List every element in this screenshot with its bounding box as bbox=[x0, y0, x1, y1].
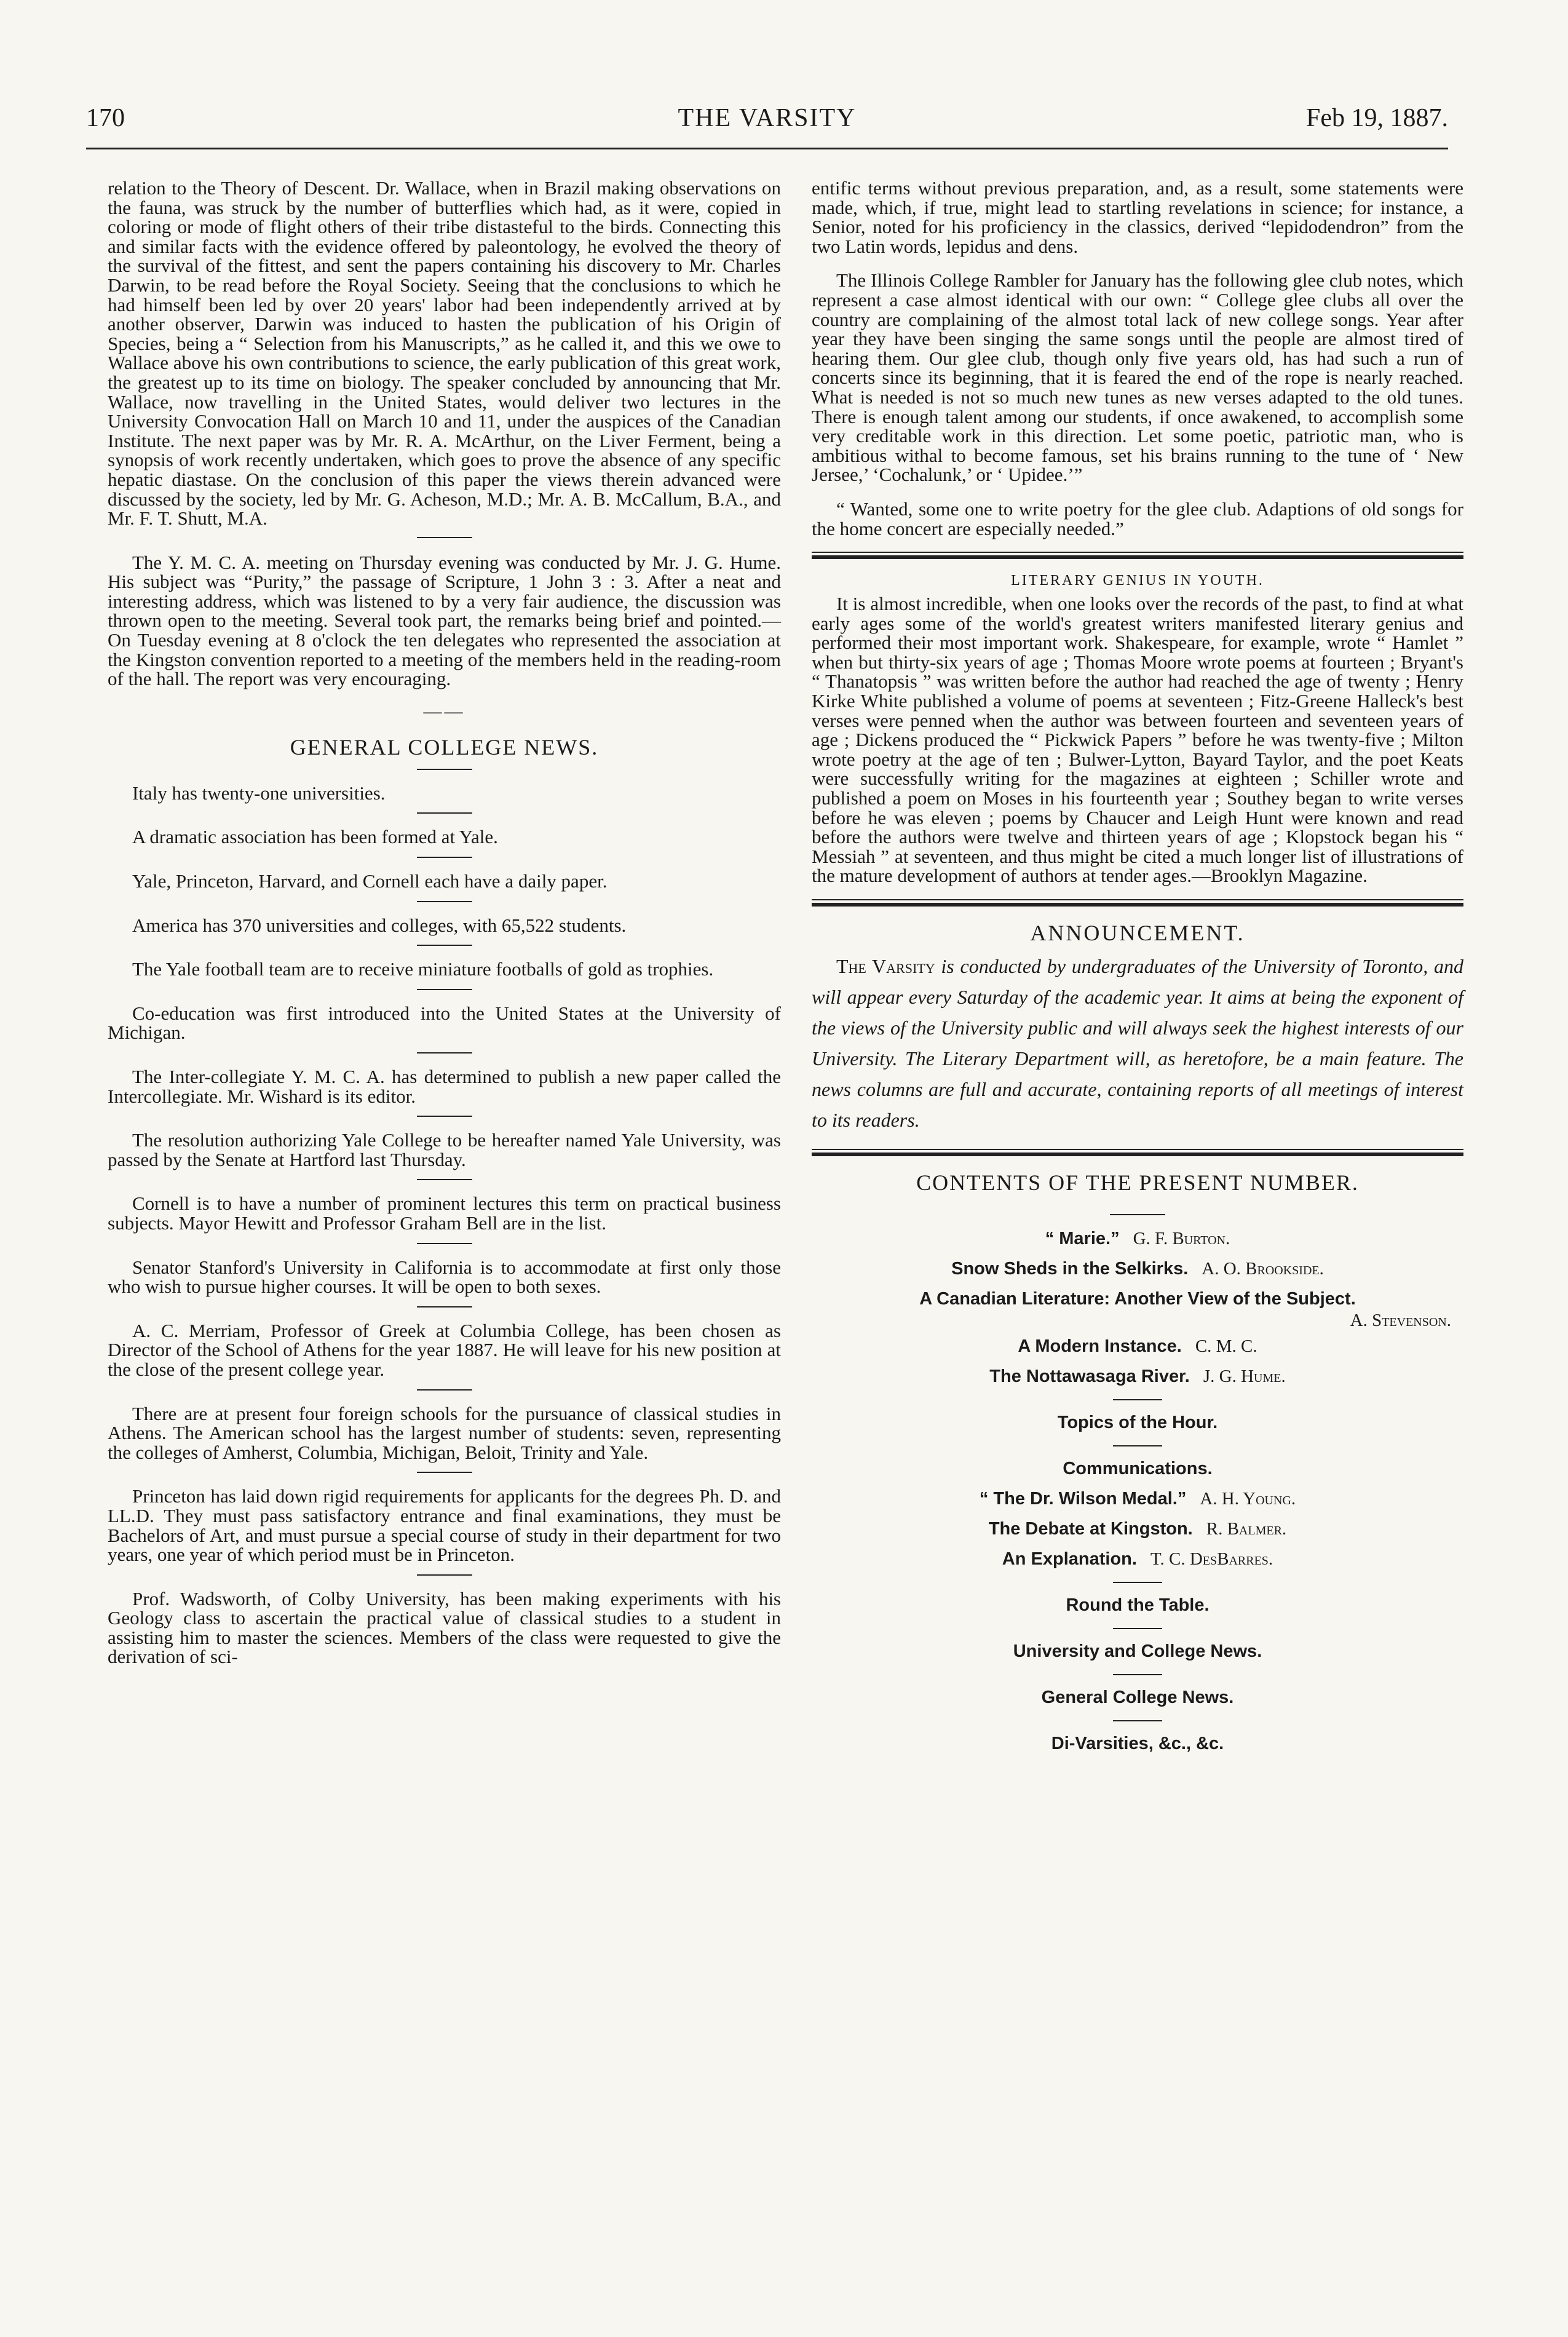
news-item: The Inter-collegiate Y. M. C. A. has determined to publish a new paper called the Intercollegiate. Mr. Wishard is its editor. bbox=[108, 1067, 781, 1117]
news-item: Italy has twenty-one universities. bbox=[108, 784, 781, 814]
divider bbox=[1113, 1582, 1162, 1583]
news-item: A. C. Merriam, Professor of Greek at Columbia College, has been chosen as Director of the School of Athens for the year 1887. He will leave for his new position at the close of the present college year. bbox=[108, 1321, 781, 1391]
section-rule bbox=[812, 552, 1463, 559]
divider bbox=[417, 1574, 472, 1576]
divider bbox=[417, 1052, 472, 1053]
news-item: Princeton has laid down rigid requirements for applicants for the degrees Ph. D. and LL.D. They must pass satisfactory entrance and final examinations, they must be Bachelors of Art, and must pursue a special course of study in their department for two years, one year of which period must be in Princeton. bbox=[108, 1486, 781, 1575]
announcement-lead: The Varsity bbox=[836, 955, 935, 977]
divider bbox=[1113, 1399, 1162, 1400]
page-number: 170 bbox=[86, 104, 125, 132]
toc-author: A. Stevenson. bbox=[1350, 1311, 1451, 1330]
divider bbox=[417, 1389, 472, 1391]
news-item: Prof. Wadsworth, of Colby University, has been making experiments with his Geology class to ascertain the practical value of classical studies to a student in assisting him to master the sciences. Members of the class were requested to give the derivation of sci- bbox=[108, 1587, 781, 1668]
toc-entry: Snow Sheds in the Selkirks. A. O. Brookside. bbox=[951, 1259, 1324, 1279]
divider bbox=[417, 1306, 472, 1307]
masthead-title: THE VARSITY bbox=[678, 104, 857, 132]
divider bbox=[417, 989, 472, 990]
darwin-wallace-paragraph: relation to the Theory of Descent. Dr. Wallace, when in Brazil making observations on the fauna, was struck by the number of butterflies which had, as it were, copied in coloring or mode of flight others of their tribe distasteful to the birds. Connecting this and similar facts with the evidence offered by paleontology, he evolved the theory of the survival of the fittest, and sent the papers containing his discovery to Mr. Charles Darwin, to be read before the Royal Society. Seeing that the conclusions to which he had himself been led by over 20 years' labor had been independently arrived at by another observer, Darwin was induced to hasten the publication of his Origin of Species, being a “ Selection from his Manuscripts,” as he called it, and this we owe to Wallace above his own contributions to science, the early publication of this great work, the greatest up to its time on biology. The speaker concluded by announcing that Mr. Wallace, now travelling in the United States, would deliver two lectures in the University Convocation Hall on March 10 and 11, under the auspices of the Canadian Institute. The next paper was by Mr. R. A. McArthur, on the Liver Ferment, being a synopsis of work recently undertaken, which goes to prove the absence of any specific hepatic diastase. On the conclusion of this paper the views therein advanced were discussed by the society, led by Mr. G. Acheson, M.D.; Mr. A. B. McCallum, B.A., and Mr. F. T. Shutt, M.A. bbox=[108, 177, 781, 530]
section-heading-announcement: ANNOUNCEMENT. bbox=[1030, 921, 1245, 945]
news-item: Senator Stanford's University in California is to accommodate at first only those who wish to pursue higher courses. It will be open to both sexes. bbox=[108, 1258, 781, 1307]
news-item: There are at present four foreign schools for the pursuance of classical studies in Athens. The American school has the largest number of students: seven, representing the colleges of Amherst, Columbia, Michigan, Beloit, Trinity and Yale. bbox=[108, 1404, 781, 1474]
issue-date: Feb 19, 1887. bbox=[1306, 104, 1448, 132]
toc-section: University and College News. bbox=[1013, 1641, 1262, 1661]
section-heading-general-college-news: GENERAL COLLEGE NEWS. bbox=[290, 734, 599, 760]
latin-derivation-paragraph: entific terms without previous preparation, and, as a result, some statements were made, which, if true, might lead to startling revelations in science; for instance, a Senior, noted for his proficiency in the classics, derived “lepidodendron” from the two Latin words, lepidus and dens. bbox=[812, 177, 1463, 257]
divider bbox=[417, 901, 472, 902]
news-item: A dramatic association has been formed at Yale. bbox=[108, 827, 781, 858]
toc-section: Round the Table. bbox=[1066, 1595, 1210, 1615]
section-heading-literary-genius: LITERARY GENIUS IN YOUTH. bbox=[1011, 573, 1264, 589]
news-item: America has 370 universities and colleges, with 65,522 students. bbox=[108, 916, 781, 946]
wanted-poetry-paragraph: “ Wanted, some one to write poetry for the glee club. Adaptions of old songs for the home concert are especially needed.” bbox=[812, 498, 1463, 539]
divider bbox=[1113, 1674, 1162, 1675]
divider bbox=[1113, 1445, 1162, 1446]
divider bbox=[417, 1243, 472, 1244]
news-item: Yale, Princeton, Harvard, and Cornell each have a daily paper. bbox=[108, 871, 781, 902]
literary-genius-paragraph: It is almost incredible, when one looks over the records of the past, to find at what early ages some of the world's greatest writers manifested literary genius and performed their most important work. Shakespeare, for example, wrote “ Hamlet ” when but thirty-six years of age ; Thomas Moore wrote poems at fourteen ; Bryant's “ Thanatopsis ” was written before the author had reached the age of twenty ; Henry Kirke White published a volume of poems at seventeen ; Fitz-Greene Halleck's best verses were penned when the author was between fourteen and seventeen years of age ; Dickens produced the “ Pickwick Papers ” before he was twenty-five ; Milton wrote poetry at the age of ten ; Bulwer-Lytton, Bayard Taylor, and the poet Keats were successfully writing for the magazines at eighteen ; Schiller wrote and published a poem on Moses in his fourteenth year ; Southey began to write verses before he was eleven ; poems by Chaucer and Leigh Hunt were known and read before the authors were twelve and thirteen years of age ; Klopstock began his “ Messiah ” at seventeen, and thus might be cited a much longer list of illustrations of the mature development of authors at tender ages.—Brooklyn Magazine. bbox=[812, 593, 1463, 887]
divider bbox=[417, 769, 472, 770]
news-item: The Yale football team are to receive miniature footballs of gold as trophies. bbox=[108, 959, 781, 990]
divider bbox=[417, 1116, 472, 1117]
toc-section: Communications. bbox=[1063, 1459, 1213, 1478]
glee-club-paragraph: The Illinois College Rambler for January has the following glee club notes, which represent a case almost identical with our own: “ College glee clubs all over the country are complaining of the almost total lack of new college songs. Year after year they have been singing the same songs until the people are almost tired of hearing them. Our glee club, though only five years old, has had such a run of concerts since its beginning, that it is feared the end of the rope is nearly reached. What is needed is not so much new tunes as new verses adapted to the old tunes. There is enough talent among our students, if once awakened, to accomplish some very creditable work in this direction. Let some poetic, patriotic man, who is ambitious withal to become famous, set his brains running to the tune of ‘ New Jersee,’ ‘Cochalunk,’ or ‘ Upidee.’” bbox=[812, 269, 1463, 486]
header-rule bbox=[86, 148, 1448, 149]
divider bbox=[1110, 1214, 1165, 1215]
section-heading-contents: CONTENTS OF THE PRESENT NUMBER. bbox=[916, 1170, 1359, 1195]
announcement-text: is conducted by undergraduates of the University of Toronto, and will appear every Saturday of the academic year. It aims at being the exponent of the views of the University public and will always seek the highest interests of our University. The Literary Department will, as heretofore, be a main feature. The news columns are full and accurate, containing reports of all meetings of interest to its readers. bbox=[812, 955, 1464, 1131]
toc-entry: “ The Dr. Wilson Medal.” A. H. Young. bbox=[979, 1489, 1296, 1509]
divider bbox=[417, 1179, 472, 1180]
ymca-paragraph: The Y. M. C. A. meeting on Thursday evening was conducted by Mr. J. G. Hume. His subject was “Purity,” the passage of Scripture, 1 John 3 : 3. After a neat and interesting address, which was listened to by a very fair audience, the discussion was thrown open to the meeting. Several took part, the remarks being brief and pointed.—On Tuesday evening at 8 o'clock the ten delegates who represented the association at the Kingston convention reported to a meeting of the members held in the reading-room of the hall. The report was very encouraging. bbox=[108, 551, 781, 690]
announcement-paragraph bbox=[812, 951, 1463, 1135]
divider bbox=[417, 945, 472, 946]
divider: —— bbox=[423, 700, 465, 721]
page-header bbox=[86, 103, 1448, 146]
toc-section: Di-Varsities, &c., &c. bbox=[1051, 1734, 1224, 1753]
table-of-contents bbox=[812, 1224, 1463, 1759]
divider bbox=[1113, 1628, 1162, 1629]
divider bbox=[417, 857, 472, 858]
toc-entry: A Modern Instance. C. M. C. bbox=[1018, 1336, 1257, 1356]
news-item: Co-education was first introduced into the United States at the University of Michigan. bbox=[108, 1004, 781, 1053]
divider bbox=[417, 1472, 472, 1473]
section-rule bbox=[812, 899, 1463, 907]
right-column bbox=[812, 178, 1463, 1759]
left-column bbox=[108, 178, 781, 1667]
toc-entry: A Canadian Literature: Another View of the Subject. bbox=[919, 1289, 1356, 1309]
divider bbox=[417, 812, 472, 814]
news-item: Cornell is to have a number of prominent lectures this term on practical business subjects. Mayor Hewitt and Professor Graham Bell are in the list. bbox=[108, 1194, 781, 1244]
divider bbox=[417, 537, 472, 538]
toc-section: General College News. bbox=[1041, 1688, 1234, 1707]
toc-section: Topics of the Hour. bbox=[1057, 1413, 1218, 1432]
toc-entry: The Nottawasaga River. J. G. Hume. bbox=[989, 1367, 1286, 1386]
toc-entry: “ Marie.” G. F. Burton. bbox=[1045, 1229, 1230, 1248]
toc-entry: The Debate at Kingston. R. Balmer. bbox=[988, 1519, 1287, 1539]
toc-entry: An Explanation. T. C. DesBarres. bbox=[1002, 1549, 1273, 1569]
section-rule bbox=[812, 1149, 1463, 1156]
divider bbox=[1113, 1720, 1162, 1721]
news-item: The resolution authorizing Yale College to be hereafter named Yale University, was passed by the Senate at Hartford last Thursday. bbox=[108, 1130, 781, 1180]
